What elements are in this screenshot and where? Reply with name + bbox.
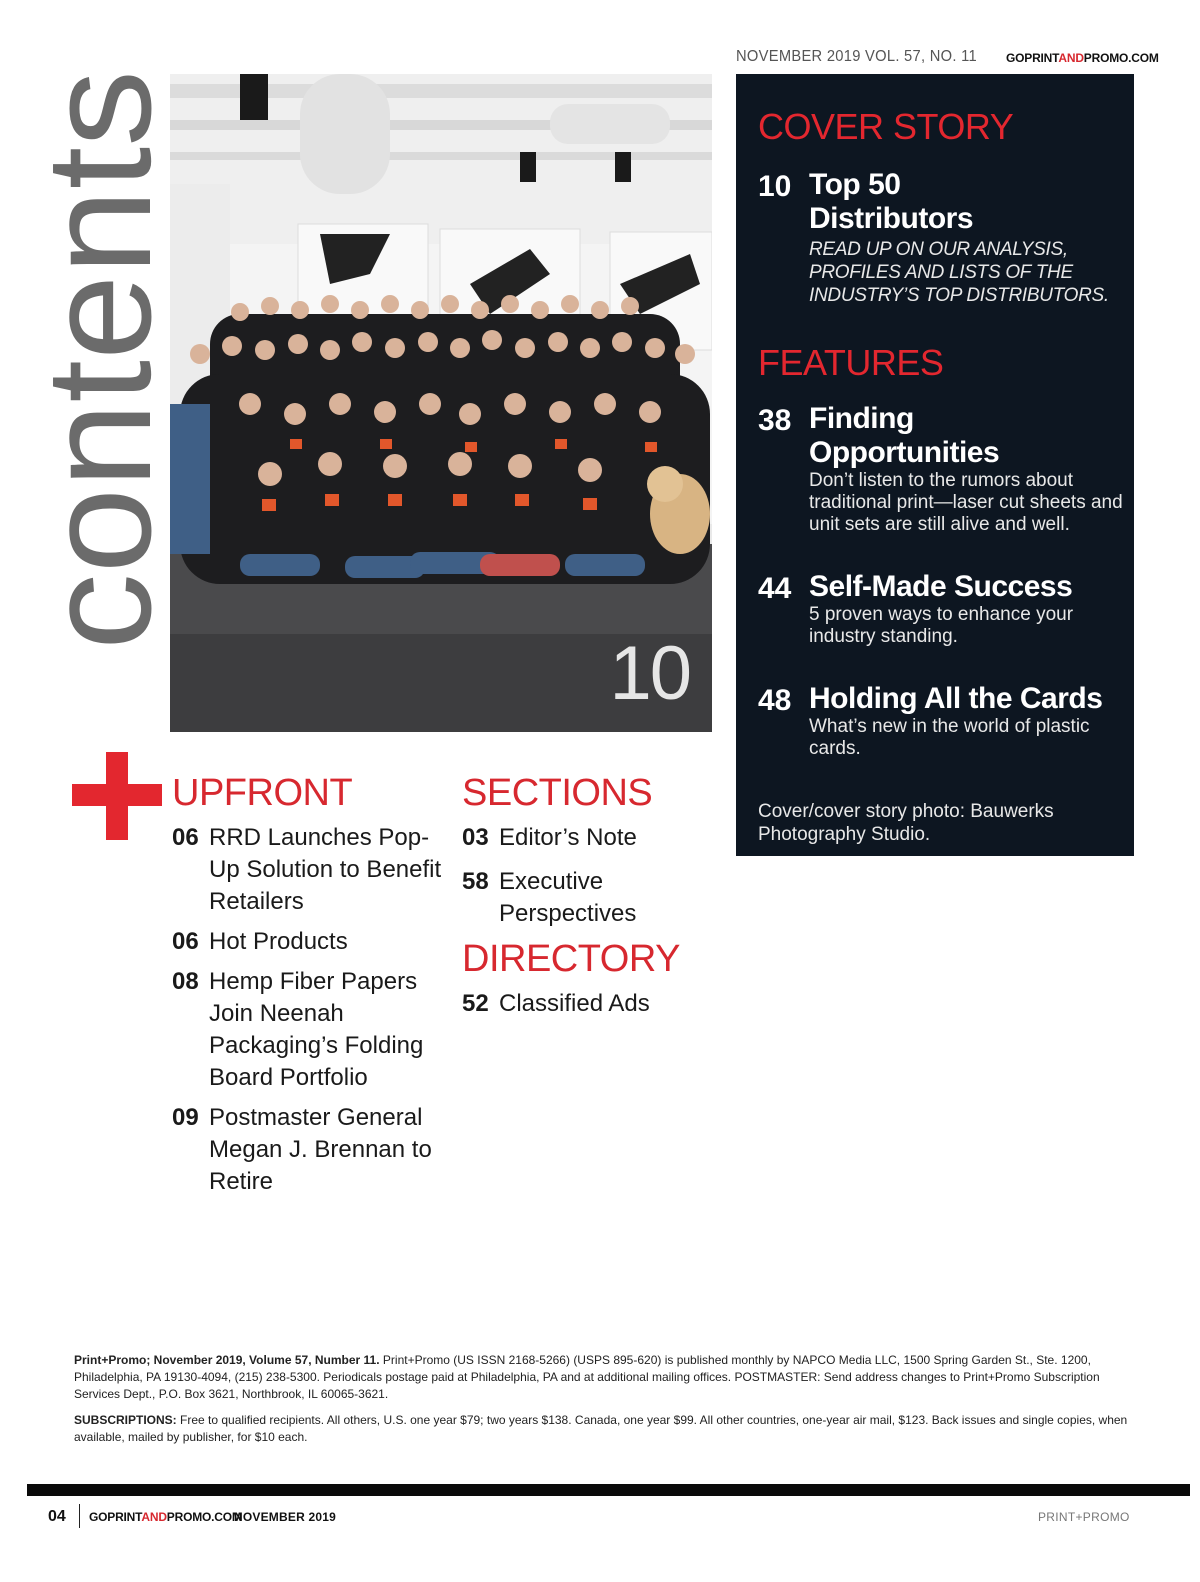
masthead-lead: Print+Promo; November 2019, Volume 57, Number 11. (74, 1353, 380, 1367)
list-item[interactable] (172, 926, 452, 958)
site-suffix: PROMO.COM (1083, 51, 1159, 65)
site-prefix: GOPRINT (1006, 51, 1059, 65)
item-page-num: 06 (172, 824, 199, 851)
upfront-heading: UPFRONT (172, 772, 353, 814)
item-title: Executive Perspectives (499, 868, 637, 927)
contents-title (12, 60, 172, 660)
cover-story-panel (736, 74, 1134, 856)
cover-photo[interactable] (170, 74, 712, 732)
feature-desc: Don’t listen to the rumors about traditional print—laser cut sheets and unit sets are still alive and well. (809, 470, 1123, 535)
photo-credit: Cover/cover story photo: Bauwerks Photography Studio. (758, 801, 1054, 845)
item-title: Hot Products (209, 928, 348, 955)
item-page-num: 09 (172, 1104, 199, 1131)
footer-rule (27, 1484, 1190, 1496)
masthead-body: Print+Promo (US ISSN 2168-5266) (USPS 895-620) is published monthly by NAPCO Media LLC, 1500 Spring Garden St., Ste. 1200, Philadelphia, PA 19130-4094, (215) 238-5300. Periodicals postage paid at Philadelphia, PA and at additional mailing offices. POSTMASTER: Send address changes to Print+Promo Subscription Services Dept., P.O. Box 3621, Northbrook, IL 60065-3621. (74, 1353, 1100, 1401)
item-title: Postmaster General Megan J. Brennan to Retire (209, 1104, 432, 1195)
feature-desc: 5 proven ways to enhance your industry standing. (809, 604, 1074, 647)
feature-title[interactable]: Holding All the Cards (809, 682, 1103, 715)
feature-page-num: 48 (758, 684, 792, 717)
item-page-num: 58 (462, 868, 489, 895)
list-item[interactable] (462, 866, 672, 930)
feature-title-line2: Opportunities (809, 436, 1000, 469)
feature-title[interactable] (809, 402, 999, 470)
cover-story-heading: COVER STORY (758, 106, 1014, 147)
item-title: RRD Launches Pop-Up Solution to Benefit Retailers (209, 824, 442, 915)
directory-heading: DIRECTORY (462, 938, 680, 980)
site-mid: AND (141, 1510, 167, 1524)
site-mid: AND (1058, 51, 1084, 65)
item-page-num: 08 (172, 968, 199, 995)
cover-story-title[interactable] (809, 168, 973, 236)
feature-desc: What’s new in the world of plastic cards. (809, 716, 1090, 759)
site-url-footer[interactable] (89, 1510, 242, 1524)
list-item[interactable] (462, 988, 692, 1020)
feature-page-num: 44 (758, 572, 792, 605)
page-number: 04 (48, 1508, 66, 1525)
footer-divider (79, 1504, 80, 1528)
feature-title[interactable]: Self-Made Success (809, 570, 1073, 603)
list-item[interactable] (172, 822, 452, 918)
feature-title-line1: Finding (809, 402, 914, 435)
cover-story-desc: READ UP ON OUR ANALYSIS, PROFILES AND LISTS OF THE INDUSTRY’S TOP DISTRIBUTORS. (809, 239, 1109, 306)
subscriptions-body: Free to qualified recipients. All others, U.S. one year $79; two years $138. Canada, one year $99. All other countries, one-year air mail, $123. Back issues and single copies, when available, mailed by publisher, for $10 each. (74, 1413, 1128, 1444)
contents-title-text: contents (14, 82, 172, 650)
item-page-num: 06 (172, 928, 199, 955)
photo-page-number: 10 (609, 631, 690, 716)
features-heading: FEATURES (758, 342, 944, 383)
masthead-statement (74, 1352, 1134, 1403)
item-title: Classified Ads (499, 990, 650, 1017)
footer-date: NOVEMBER 2019 (234, 1510, 336, 1524)
issue-line: NOVEMBER 2019 VOL. 57, NO. 11 (736, 48, 977, 65)
sections-heading: SECTIONS (462, 772, 653, 814)
item-title: Hemp Fiber Papers Join Neenah Packaging’s Folding Board Portfolio (209, 968, 424, 1091)
site-url-header[interactable] (1006, 51, 1159, 65)
subscriptions-statement (74, 1412, 1134, 1446)
cover-story-title-line1: Top 50 (809, 168, 901, 201)
subscriptions-lead: SUBSCRIPTIONS: (74, 1413, 177, 1427)
site-prefix: GOPRINT (89, 1510, 142, 1524)
cover-story-title-line2: Distributors (809, 202, 974, 235)
cover-story-page-num: 10 (758, 170, 792, 203)
site-suffix: PROMO.COM (166, 1510, 242, 1524)
list-item[interactable] (172, 1102, 452, 1198)
item-page-num: 52 (462, 990, 489, 1017)
plus-icon (72, 752, 162, 840)
list-item[interactable] (462, 822, 692, 854)
feature-page-num: 38 (758, 404, 792, 437)
footer-brand: PRINT+PROMO (1038, 1510, 1130, 1524)
list-item[interactable] (172, 966, 452, 1094)
item-page-num: 03 (462, 824, 489, 851)
item-title: Editor’s Note (499, 824, 637, 851)
